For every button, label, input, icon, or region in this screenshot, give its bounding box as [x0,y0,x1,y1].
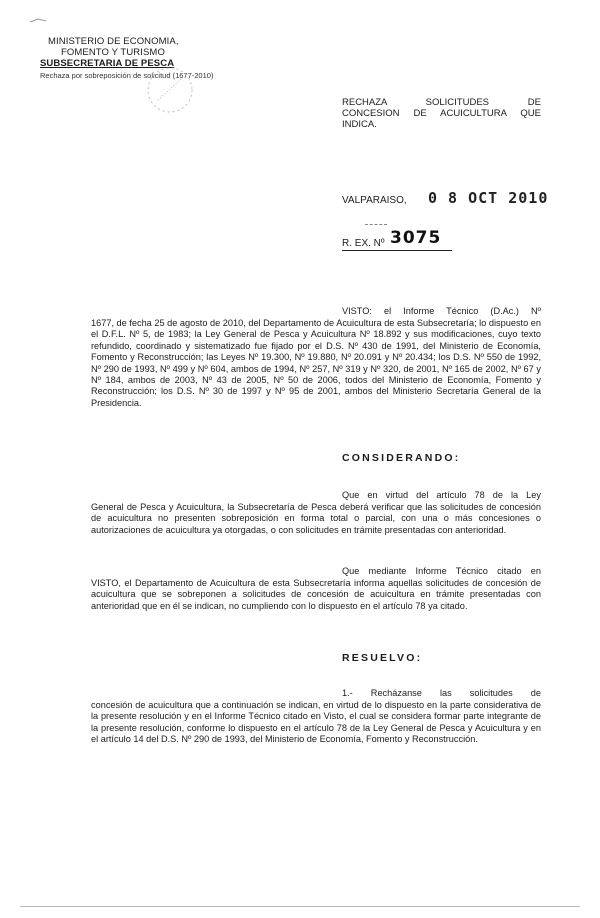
title-line-2: CONCESION DE ACUICULTURA QUE [342,108,541,119]
considerando-p2-body: VISTO, el Departamento de Acuicultura de esta Subsecretaría informa aquellas solicitudes de concesión de acuicultura que se sobreponen a solicitudes de concesión de acuicultura en trámite presentadas con anterioridad que en él se indican, no cumpliendo con lo dispuesto en el artículo 78 ya citado. [91,578,541,611]
scan-bottom-edge [20,906,580,907]
resuelvo-heading: RESUELVO: [342,652,423,664]
visto-first-line: VISTO: el Informe Técnico (D.Ac.) Nº [342,306,541,316]
resolution-prefix: R. EX. Nº [342,238,385,249]
resuelvo-p1-body: concesión de acuicultura que a continuación se indican, en virtud de lo dispuesto en la parte considerativa de la presente resolución y en el Informe Técnico citado en Visto, el cual se considera formar parte integrante de la presente resolución, conforme lo dispuesto en el artículo 78 de la Ley General de Pesca y Acuicultura y en el artículo 14 del D.S. Nº 290 de 1993, del Ministerio de Economía, Fomento y Reconstrucción. [91,700,541,745]
date-stamp: 0 8 OCT 2010 [428,189,549,207]
ministry-name: MINISTERIO DE ECONOMIA, [48,36,179,47]
scan-speck-icon [28,10,58,28]
resuelvo-p1-first: 1.- Recházanse las solicitudes de [342,688,541,698]
scan-mark [365,224,387,225]
subsecretaria-name: SUBSECRETARIA DE PESCA [40,58,175,69]
seal-mark-icon [130,60,210,120]
considerando-p2-first: Que mediante Informe Técnico citado en [342,566,541,576]
resolution-underline [342,250,452,251]
place-label: VALPARAISO, [342,195,407,206]
visto-body: 1677, de fecha 25 de agosto de 2010, del Departamento de Acuicultura de esta Subsecretaría; lo dispuesto en el D.F.L. Nº 5, de 1983; la Ley General de Pesca y Acuicultura Nº 18.892 y sus modificaciones, cuyo texto refundido, coordinado y sistematizado fue fijado por el D.S. Nº 430 de 1991, del Ministerio de Economía, Fomento y Reconstrucción; las Leyes Nº 19.300, Nº 19.880, Nº 20.091 y Nº 20.434; los D.S. Nº 550 de 1992, Nº 290 de 1993, Nº 499 y Nº 604, ambos de 1994, Nº 257, Nº 319 y Nº 320, de 2001, Nº 165 de 2002, Nº 67 y Nº 184, ambos de 2003, Nº 43 de 2005, Nº 50 de 2006, todos del Ministerio de Economía, Fomento y Reconstrucción; los D.S. Nº 30 de 1997 y Nº 95 de 2001, ambos del Ministerio Secretaría General de la Presidencia. [91,318,541,408]
document-subject-line: Rechaza por sobreposición de solicitud (1677-2010) [40,71,214,80]
resolution-number: 3075 [390,228,442,248]
considerando-p1-first: Que en virtud del artículo 78 de la Ley [342,490,541,500]
title-line-1: RECHAZA SOLICITUDES DE [342,97,541,108]
ministry-subname: FOMENTO Y TURISMO [61,47,165,58]
title-line-3: INDICA. [342,119,377,130]
considerando-heading: CONSIDERANDO: [342,452,461,464]
considerando-p1-body: General de Pesca y Acuicultura, la Subsecretaría de Pesca deberá verificar que las solicitudes de concesión de acuicultura no presenten sobreposición en forma total o parcial, con una o más concesiones o autorizaciones de acuicultura ya otorgadas, o con solicitudes en trámite presentadas con anterioridad. [91,502,541,535]
